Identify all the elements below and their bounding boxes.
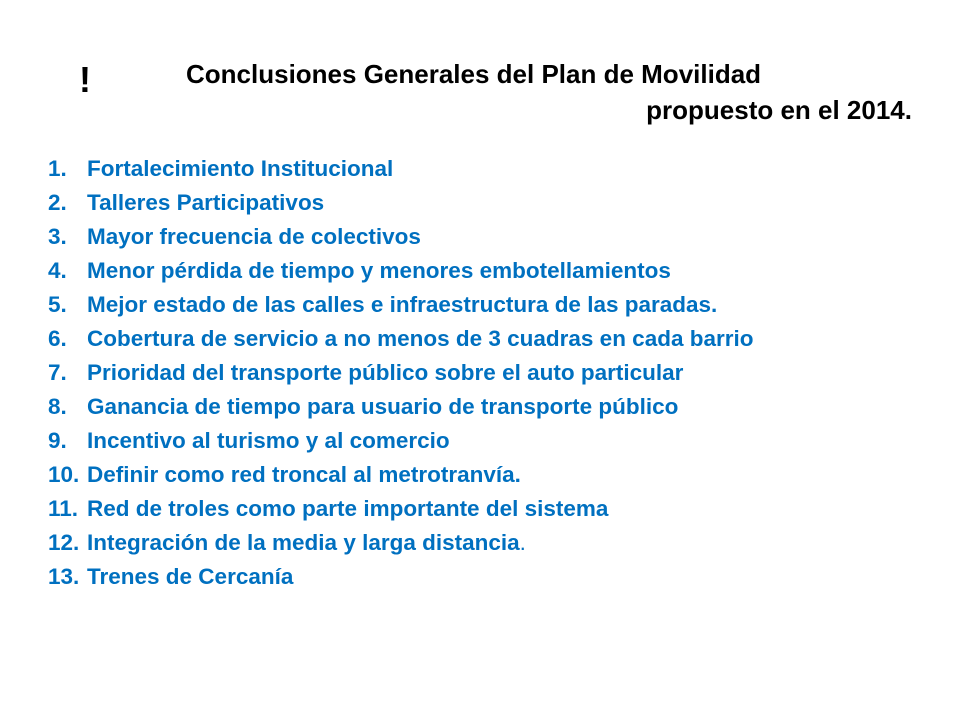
list-item [48,460,754,494]
item-number: 5. [48,292,67,317]
item-text: Definir como red troncal al metrotranvía. [87,462,521,487]
item-number: 4. [48,258,67,283]
item-text: Prioridad del transporte público sobre el auto particular [87,360,684,385]
conclusions-list [48,154,754,596]
item-number: 13. [48,564,80,589]
item-text: Mayor frecuencia de colectivos [87,224,421,249]
item-text: Incentivo al turismo y al comercio [87,428,450,453]
list-item [48,392,754,426]
item-trail: . [519,530,526,555]
item-number: 10. [48,462,80,487]
list-item [48,324,754,358]
list-item [48,562,754,596]
list-item [48,222,754,256]
item-number: 1. [48,156,67,181]
item-number: 7. [48,360,67,385]
item-text: Cobertura de servicio a no menos de 3 cuadras en cada barrio [87,326,754,351]
item-number: 12. [48,530,80,555]
item-number: 8. [48,394,67,419]
exclamation-mark: ! [79,59,91,100]
list-item [48,290,754,324]
item-text: Trenes de Cercanía [87,564,294,589]
item-text: Integración de la media y larga distancia [87,530,520,555]
list-item [48,426,754,460]
list-item [48,358,754,392]
item-text: Talleres Participativos [87,190,325,215]
item-text: Ganancia de tiempo para usuario de transporte público [87,394,679,419]
item-number: 3. [48,224,67,249]
title-line-2: propuesto en el 2014. [646,95,912,125]
list-item [48,494,754,528]
item-number: 9. [48,428,67,453]
item-text: Menor pérdida de tiempo y menores embotellamientos [87,258,671,283]
item-text: Red de troles como parte importante del sistema [87,496,609,521]
list-item [48,188,754,222]
item-number: 11. [48,496,79,521]
slide-title [152,56,912,128]
item-text: Mejor estado de las calles e infraestructura de las paradas. [87,292,718,317]
item-number: 2. [48,190,67,215]
list-item [48,154,754,188]
item-number: 6. [48,326,67,351]
title-line-1: Conclusiones Generales del Plan de Movilidad [186,59,762,89]
list-item [48,528,754,562]
list-item [48,256,754,290]
item-text: Fortalecimiento Institucional [87,156,394,181]
